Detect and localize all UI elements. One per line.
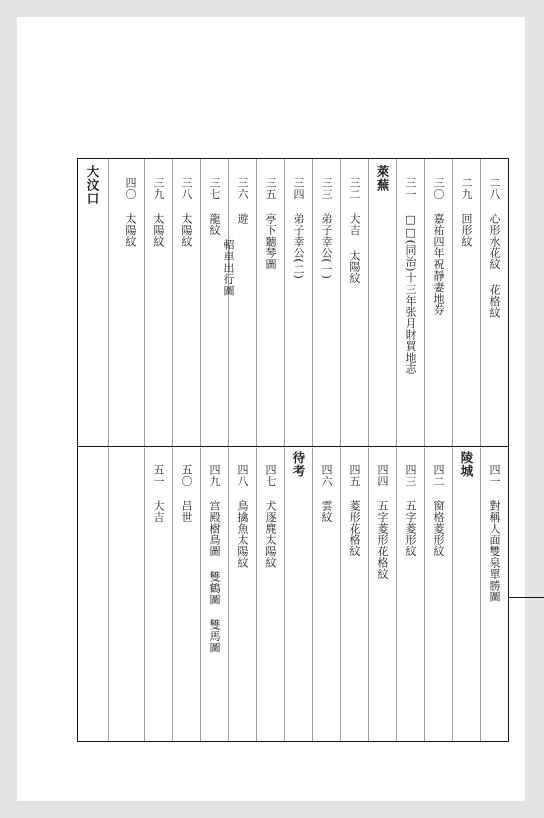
entry-49: 四九宫殿樹鳥圖雙鶴圖雙馬圖 <box>208 464 221 654</box>
entry-41: 四一對稱人面雙泉單勝圖 <box>488 464 501 603</box>
entry-31: 三一□□(同治)十三年张月財買地志 <box>404 177 417 375</box>
entry-37: 三七龍紋 <box>208 177 221 236</box>
entry-29: 二九回形紋 <box>460 177 473 248</box>
entry-28: 二八心形水花紋花格紋 <box>488 177 501 319</box>
table-of-contents-frame <box>77 158 509 742</box>
entry-40: 四〇太陽紋 <box>124 177 137 248</box>
entry-47: 四七犬逐麂太陽紋 <box>264 464 277 569</box>
entry-35: 三五亭下聽琴圖 <box>264 177 277 270</box>
entry-34: 三四弟子幸公(二) <box>292 177 305 280</box>
entry-36-continued: 軺車出行圖 <box>222 239 235 296</box>
margin-rule <box>509 597 544 598</box>
entry-45: 四五菱形花格紋 <box>348 464 361 557</box>
middle-divider <box>78 446 508 447</box>
page <box>17 17 525 801</box>
entry-30: 三〇嘉祐四年祝靜妻地券 <box>432 177 445 316</box>
entry-33: 三三弟子幸公(一) <box>320 177 333 280</box>
entry-50: 五〇吕世 <box>180 464 193 523</box>
entry-36: 三六遊 <box>236 177 249 225</box>
entry-48: 四八鳥擒魚太陽紋 <box>236 464 249 569</box>
entry-32: 三二大吉太陽紋 <box>348 177 361 284</box>
section-heading-laiwu: 萊蕪 <box>375 165 390 192</box>
section-heading-dawenkou: 大汶口 <box>85 165 100 206</box>
entry-43: 四三五字菱形紋 <box>404 464 417 557</box>
entry-42: 四二窗格菱形紋 <box>432 464 445 557</box>
entry-38: 三八太陽紋 <box>180 177 193 248</box>
section-heading-lingcheng: 陵城 <box>459 451 474 478</box>
section-heading-daikao: 待考 <box>291 451 306 478</box>
entry-44: 四四五字菱形花格紋 <box>376 464 389 580</box>
entry-46: 四六雲紋 <box>320 464 333 523</box>
entry-51: 五一大吉 <box>152 464 165 523</box>
entry-39: 三九太陽紋 <box>152 177 165 248</box>
